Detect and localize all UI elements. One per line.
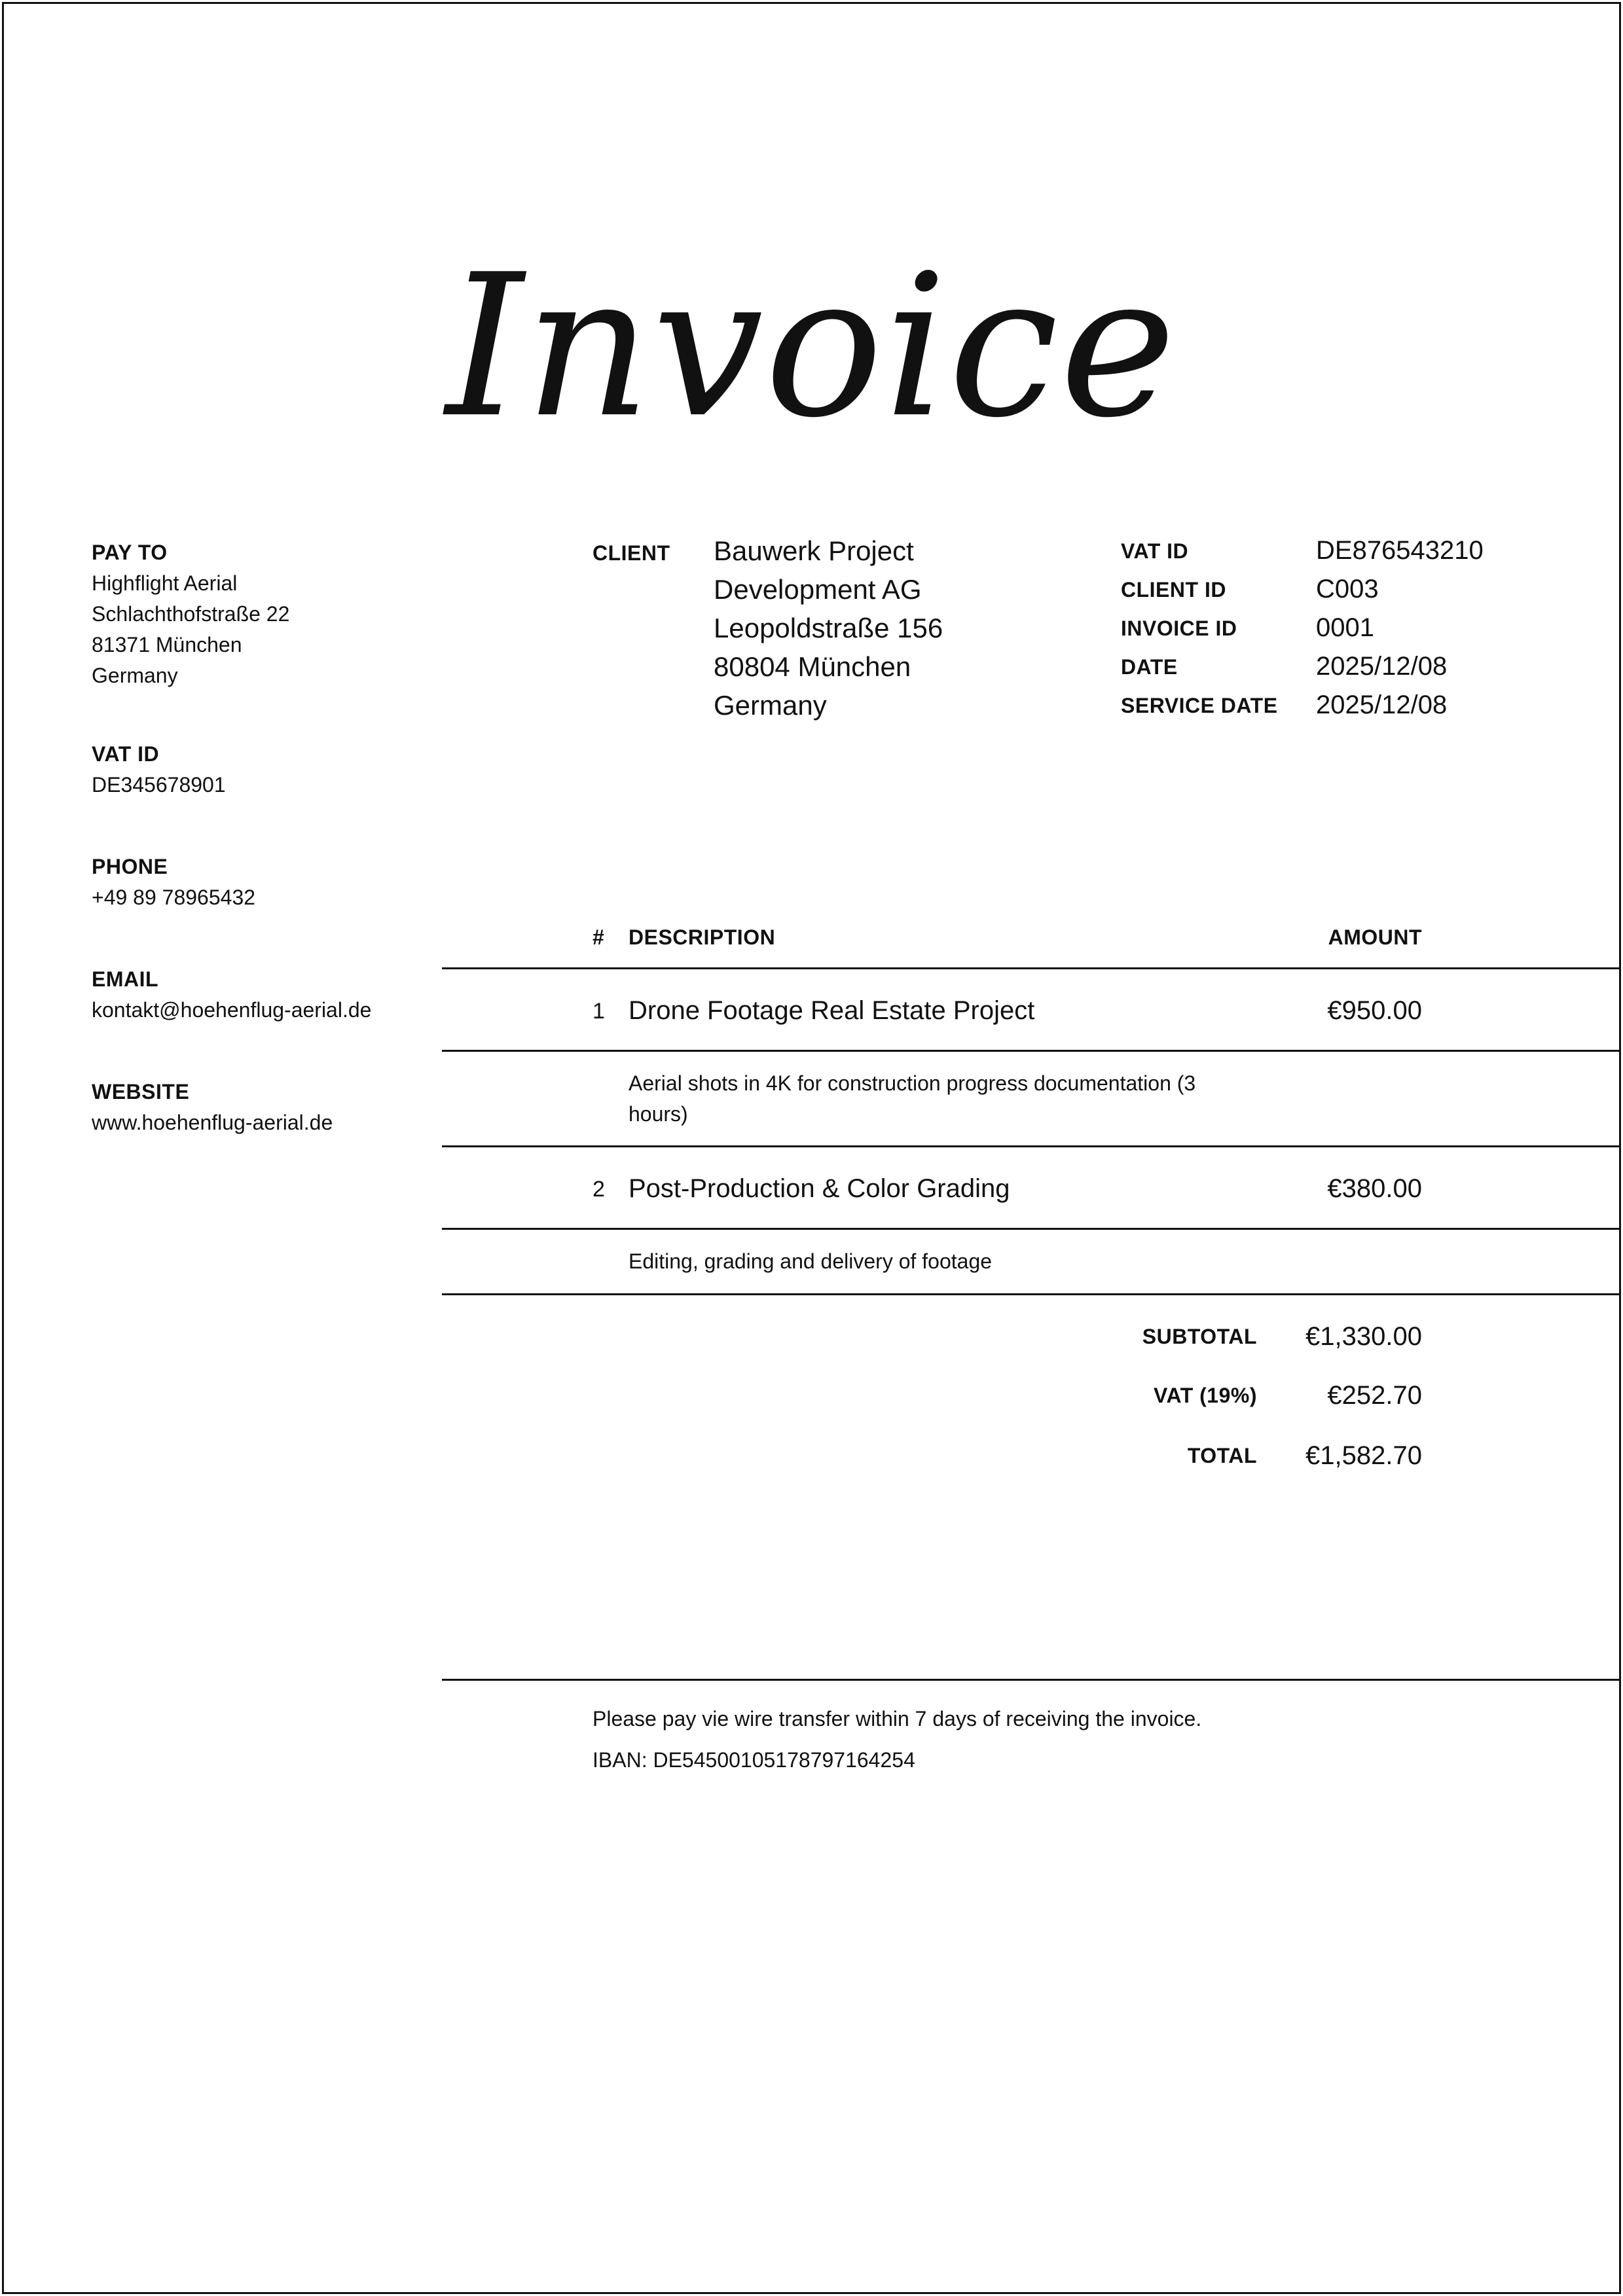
item-description: Aerial shots in 4K for construction progress documentation (3 hours) — [629, 1071, 1196, 1126]
meta-value: 2025/12/08 — [1316, 691, 1448, 719]
email-label: EMAIL — [92, 967, 159, 991]
email-value: kontakt@hoehenflug-aerial.de — [92, 998, 372, 1022]
meta-row-vat — [1121, 531, 1579, 570]
item-description: Editing, grading and delivery of footage — [629, 1249, 993, 1273]
website-label: WEBSITE — [92, 1080, 190, 1103]
phone-value: +49 89 78965432 — [92, 886, 256, 909]
client-line: Bauwerk Project — [714, 535, 914, 566]
client-line: Germany — [714, 690, 827, 721]
client-line: Leopoldstraße 156 — [714, 613, 943, 643]
pay-to-line: Highflight Aerial — [92, 571, 238, 595]
total-label: TOTAL — [1187, 1444, 1257, 1467]
subtotal-value: €1,330.00 — [1305, 1322, 1422, 1351]
invoice-meta — [1121, 531, 1579, 725]
vat-label: VAT (19%) — [1154, 1384, 1257, 1407]
invoice-title: Invoice — [445, 232, 1178, 461]
table-divider — [442, 1228, 1620, 1230]
item-amount: €950.00 — [1327, 996, 1422, 1025]
client-line: Development AG — [714, 574, 922, 605]
table-header-description: DESCRIPTION — [629, 925, 776, 949]
table-header-amount: AMOUNT — [1328, 925, 1422, 949]
phone-block — [92, 851, 484, 913]
phone-label: PHONE — [92, 855, 168, 878]
subtotal-label: SUBTOTAL — [1142, 1325, 1257, 1348]
item-amount: €380.00 — [1327, 1174, 1422, 1203]
pay-to-block — [92, 537, 484, 691]
meta-label: DATE — [1121, 655, 1178, 679]
meta-value: 2025/12/08 — [1316, 652, 1448, 681]
table-divider — [442, 1293, 1620, 1295]
pay-to-line: Schlachthofstraße 22 — [92, 602, 290, 626]
meta-row-invoice-id — [1121, 609, 1579, 647]
table-divider — [442, 1050, 1620, 1052]
item-title: Post-Production & Color Grading — [629, 1174, 1010, 1203]
client-label: CLIENT — [593, 541, 670, 565]
website-value: www.hoehenflug-aerial.de — [92, 1111, 333, 1134]
sender-vat-label: VAT ID — [92, 742, 160, 766]
footer-divider — [442, 1679, 1620, 1681]
meta-row-date — [1121, 647, 1579, 686]
pay-to-label: PAY TO — [92, 541, 168, 564]
meta-label: CLIENT ID — [1121, 578, 1226, 601]
item-number: 2 — [593, 1177, 605, 1202]
vat-value: €252.70 — [1327, 1381, 1422, 1410]
iban: IBAN: DE54500105178797164254 — [593, 1748, 915, 1772]
meta-value: DE876543210 — [1316, 536, 1484, 565]
meta-label: INVOICE ID — [1121, 617, 1237, 640]
client-address — [714, 531, 1106, 725]
email-block — [92, 963, 484, 1026]
website-block — [92, 1076, 484, 1138]
meta-label: VAT ID — [1121, 539, 1189, 563]
meta-value: 0001 — [1316, 613, 1374, 642]
meta-label: SERVICE DATE — [1121, 694, 1278, 717]
meta-value: C003 — [1316, 575, 1379, 603]
payment-note: Please pay vie wire transfer within 7 days of receiving the invoice. — [593, 1707, 1202, 1731]
total-value: €1,582.70 — [1305, 1441, 1422, 1470]
sender-vat-block — [92, 738, 484, 800]
table-header-num: # — [593, 925, 605, 949]
meta-row-service-date — [1121, 686, 1579, 725]
pay-to-line: 81371 München — [92, 633, 242, 656]
sender-vat-value: DE345678901 — [92, 773, 226, 797]
item-title: Drone Footage Real Estate Project — [629, 996, 1035, 1025]
table-divider — [442, 1145, 1620, 1147]
table-divider — [442, 967, 1620, 969]
meta-row-client-id — [1121, 570, 1579, 609]
pay-to-line: Germany — [92, 664, 178, 687]
client-line: 80804 München — [714, 651, 911, 682]
item-number: 1 — [593, 999, 605, 1024]
